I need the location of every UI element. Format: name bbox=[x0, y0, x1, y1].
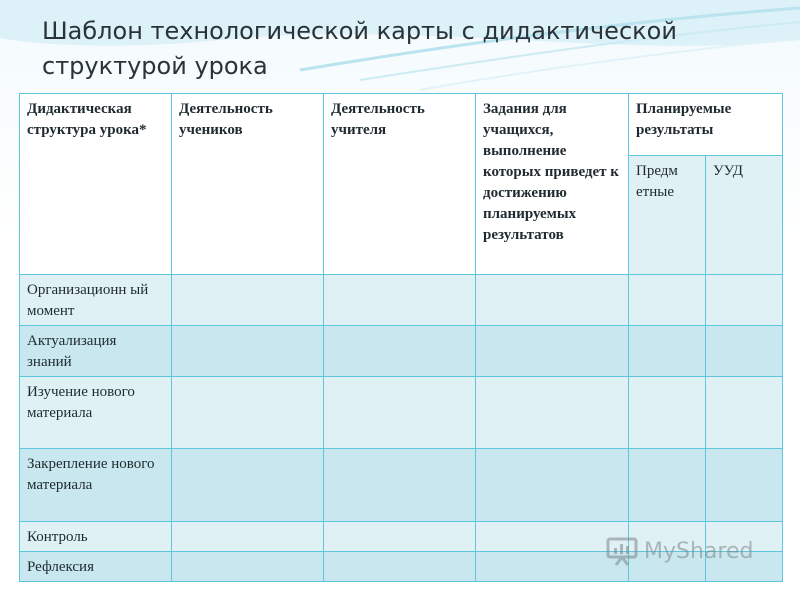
table-cell bbox=[324, 522, 476, 552]
table-cell bbox=[629, 275, 706, 326]
header-planned-results: Планируемые результаты bbox=[629, 94, 783, 156]
table-cell bbox=[706, 326, 783, 377]
table-cell bbox=[172, 449, 324, 522]
row-label: Закрепление нового материала bbox=[20, 449, 172, 522]
header-uud: УУД bbox=[706, 156, 783, 275]
slide-title: Шаблон технологической карты с дидактической структурой урока bbox=[42, 17, 677, 80]
table-cell bbox=[172, 522, 324, 552]
table-row bbox=[20, 275, 783, 326]
lesson-map-table bbox=[19, 93, 783, 582]
table-cell bbox=[706, 275, 783, 326]
table-row bbox=[20, 326, 783, 377]
table-cell bbox=[476, 377, 629, 449]
header-teacher-activity: Деятельность учителя bbox=[324, 94, 476, 275]
table-cell bbox=[324, 377, 476, 449]
row-label: Актуализация знаний bbox=[20, 326, 172, 377]
table-cell bbox=[629, 449, 706, 522]
header-student-activity: Деятельность учеников bbox=[172, 94, 324, 275]
presentation-board-icon bbox=[606, 536, 640, 566]
table-cell bbox=[324, 275, 476, 326]
table-cell bbox=[476, 326, 629, 377]
table-cell bbox=[324, 449, 476, 522]
table-cell bbox=[476, 275, 629, 326]
table-cell bbox=[706, 449, 783, 522]
row-label: Изучение нового материала bbox=[20, 377, 172, 449]
table-cell bbox=[324, 326, 476, 377]
watermark bbox=[606, 536, 753, 566]
table-cell bbox=[476, 449, 629, 522]
table-cell bbox=[629, 377, 706, 449]
table-cell bbox=[324, 552, 476, 582]
header-didactic-structure: Дидактическая структура урока* bbox=[20, 94, 172, 275]
table-cell bbox=[629, 326, 706, 377]
header-tasks: Задания для учащихся, выполнение которых приведет к достижению планируемых результатов bbox=[476, 94, 629, 275]
table-cell bbox=[172, 275, 324, 326]
table-row bbox=[20, 449, 783, 522]
table-cell bbox=[172, 326, 324, 377]
table-cell bbox=[172, 377, 324, 449]
row-label: Контроль bbox=[20, 522, 172, 552]
row-label: Организационн ый момент bbox=[20, 275, 172, 326]
table-cell bbox=[706, 377, 783, 449]
header-subject-results: Предм етные bbox=[629, 156, 706, 275]
table-row bbox=[20, 377, 783, 449]
row-label: Рефлексия bbox=[20, 552, 172, 582]
watermark-text: MyShared bbox=[644, 538, 754, 564]
table-cell bbox=[172, 552, 324, 582]
